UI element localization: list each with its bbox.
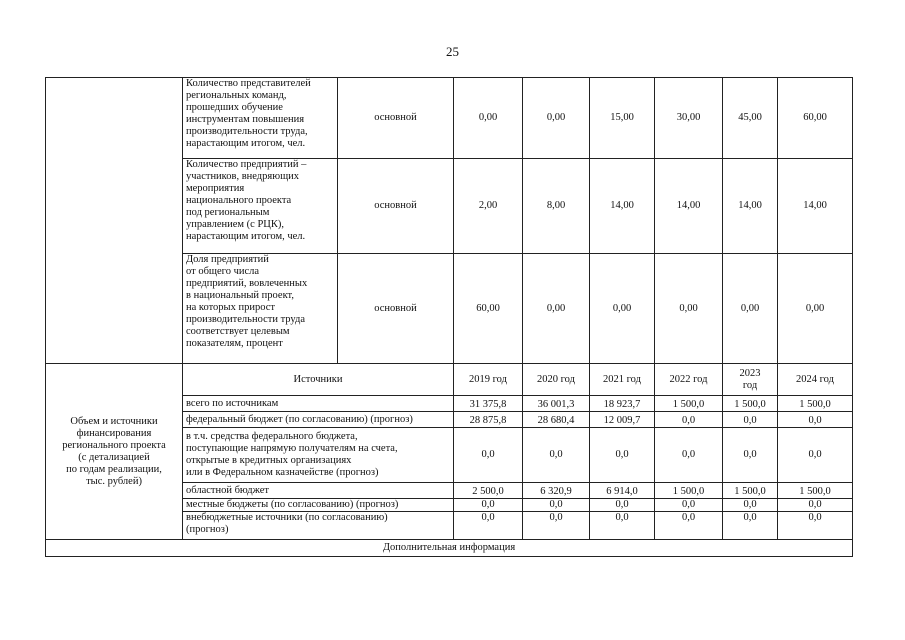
year-header: 2022 год <box>655 364 723 396</box>
year-header: 2023 год <box>723 364 778 396</box>
financing-value: 0,0 <box>655 428 723 483</box>
page-number: 25 <box>446 44 459 59</box>
financing-value: 0,0 <box>723 512 778 540</box>
indicator-value-2020: 0,00 <box>523 78 590 159</box>
financing-value: 28 680,4 <box>523 412 590 428</box>
indicator-name: Количество представителей региональных команд, прошедших обучение инструментам повышения производительности труда, нарастающим итогом, чел. <box>183 78 338 159</box>
indicator-value-2020: 8,00 <box>523 159 590 254</box>
indicator-blank-cell <box>46 78 183 364</box>
financing-header-row <box>46 364 853 396</box>
financing-value: 6 320,9 <box>523 483 590 499</box>
indicator-value-2021: 15,00 <box>590 78 655 159</box>
indicator-value-2024: 0,00 <box>778 254 853 364</box>
year-header: 2019 год <box>454 364 523 396</box>
indicator-value-2024: 60,00 <box>778 78 853 159</box>
financing-value: 0,0 <box>523 499 590 512</box>
financing-value: 0,0 <box>454 512 523 540</box>
year-header: 2020 год <box>523 364 590 396</box>
additional-info-row <box>46 540 853 557</box>
indicator-value-2024: 14,00 <box>778 159 853 254</box>
indicator-value-2020: 0,00 <box>523 254 590 364</box>
source-label: местные бюджеты (по согласованию) (прогноз) <box>183 499 454 512</box>
financing-value: 0,0 <box>523 428 590 483</box>
project-table <box>45 77 853 557</box>
financing-value: 0,0 <box>723 499 778 512</box>
financing-value: 0,0 <box>454 428 523 483</box>
financing-value: 0,0 <box>778 412 853 428</box>
year-header: 2024 год <box>778 364 853 396</box>
financing-value: 0,0 <box>590 428 655 483</box>
financing-value: 0,0 <box>778 428 853 483</box>
financing-value: 36 001,3 <box>523 396 590 412</box>
financing-value: 0,0 <box>655 412 723 428</box>
financing-value: 28 875,8 <box>454 412 523 428</box>
indicator-value-2022: 30,00 <box>655 78 723 159</box>
sources-header: Источники <box>183 364 454 396</box>
indicator-value-2019: 0,00 <box>454 78 523 159</box>
indicator-value-2023: 0,00 <box>723 254 778 364</box>
financing-value: 0,0 <box>655 499 723 512</box>
indicator-value-2023: 14,00 <box>723 159 778 254</box>
indicator-value-2019: 60,00 <box>454 254 523 364</box>
financing-value: 0,0 <box>778 499 853 512</box>
financing-value: 0,0 <box>590 499 655 512</box>
indicator-value-2023: 45,00 <box>723 78 778 159</box>
financing-value: 0,0 <box>723 428 778 483</box>
year-header: 2021 год <box>590 364 655 396</box>
indicator-type: основной <box>338 78 454 159</box>
financing-value: 31 375,8 <box>454 396 523 412</box>
financing-value: 1 500,0 <box>655 483 723 499</box>
source-label: областной бюджет <box>183 483 454 499</box>
financing-value: 0,0 <box>590 512 655 540</box>
indicator-value-2019: 2,00 <box>454 159 523 254</box>
source-label: федеральный бюджет (по согласованию) (прогноз) <box>183 412 454 428</box>
indicator-value-2022: 0,00 <box>655 254 723 364</box>
financing-value: 0,0 <box>723 412 778 428</box>
financing-value: 1 500,0 <box>723 483 778 499</box>
financing-value: 1 500,0 <box>655 396 723 412</box>
financing-value: 1 500,0 <box>778 396 853 412</box>
indicator-type: основной <box>338 254 454 364</box>
financing-value: 0,0 <box>523 512 590 540</box>
financing-value: 1 500,0 <box>723 396 778 412</box>
source-label: в т.ч. средства федерального бюджета, поступающие напрямую получателям на счета, открытые в кредитных организациях или в Федеральном казначействе (прогноз) <box>183 428 454 483</box>
financing-value: 0,0 <box>655 512 723 540</box>
indicator-type: основной <box>338 159 454 254</box>
indicator-value-2021: 14,00 <box>590 159 655 254</box>
indicator-name: Доля предприятий от общего числа предприятий, вовлеченных в национальный проект, на которых прирост производительности труда соответствует целевым показателям, процент <box>183 254 338 364</box>
additional-info: Дополнительная информация <box>46 540 853 557</box>
indicator-value-2022: 14,00 <box>655 159 723 254</box>
financing-value: 0,0 <box>778 512 853 540</box>
indicator-name: Количество предприятий – участников, внедряющих мероприятия национального проекта под региональным управлением (с РЦК), нарастающим итогом, чел. <box>183 159 338 254</box>
source-label: внебюджетные источники (по согласованию) (прогноз) <box>183 512 454 540</box>
financing-value: 18 923,7 <box>590 396 655 412</box>
financing-value: 12 009,7 <box>590 412 655 428</box>
indicator-value-2021: 0,00 <box>590 254 655 364</box>
financing-label: Объем и источники финансирования регионального проекта (с детализацией по годам реализации, тыс. рублей) <box>46 364 183 540</box>
financing-value: 2 500,0 <box>454 483 523 499</box>
indicator-row <box>46 78 853 159</box>
financing-value: 0,0 <box>454 499 523 512</box>
financing-value: 1 500,0 <box>778 483 853 499</box>
financing-value: 6 914,0 <box>590 483 655 499</box>
source-label: всего по источникам <box>183 396 454 412</box>
